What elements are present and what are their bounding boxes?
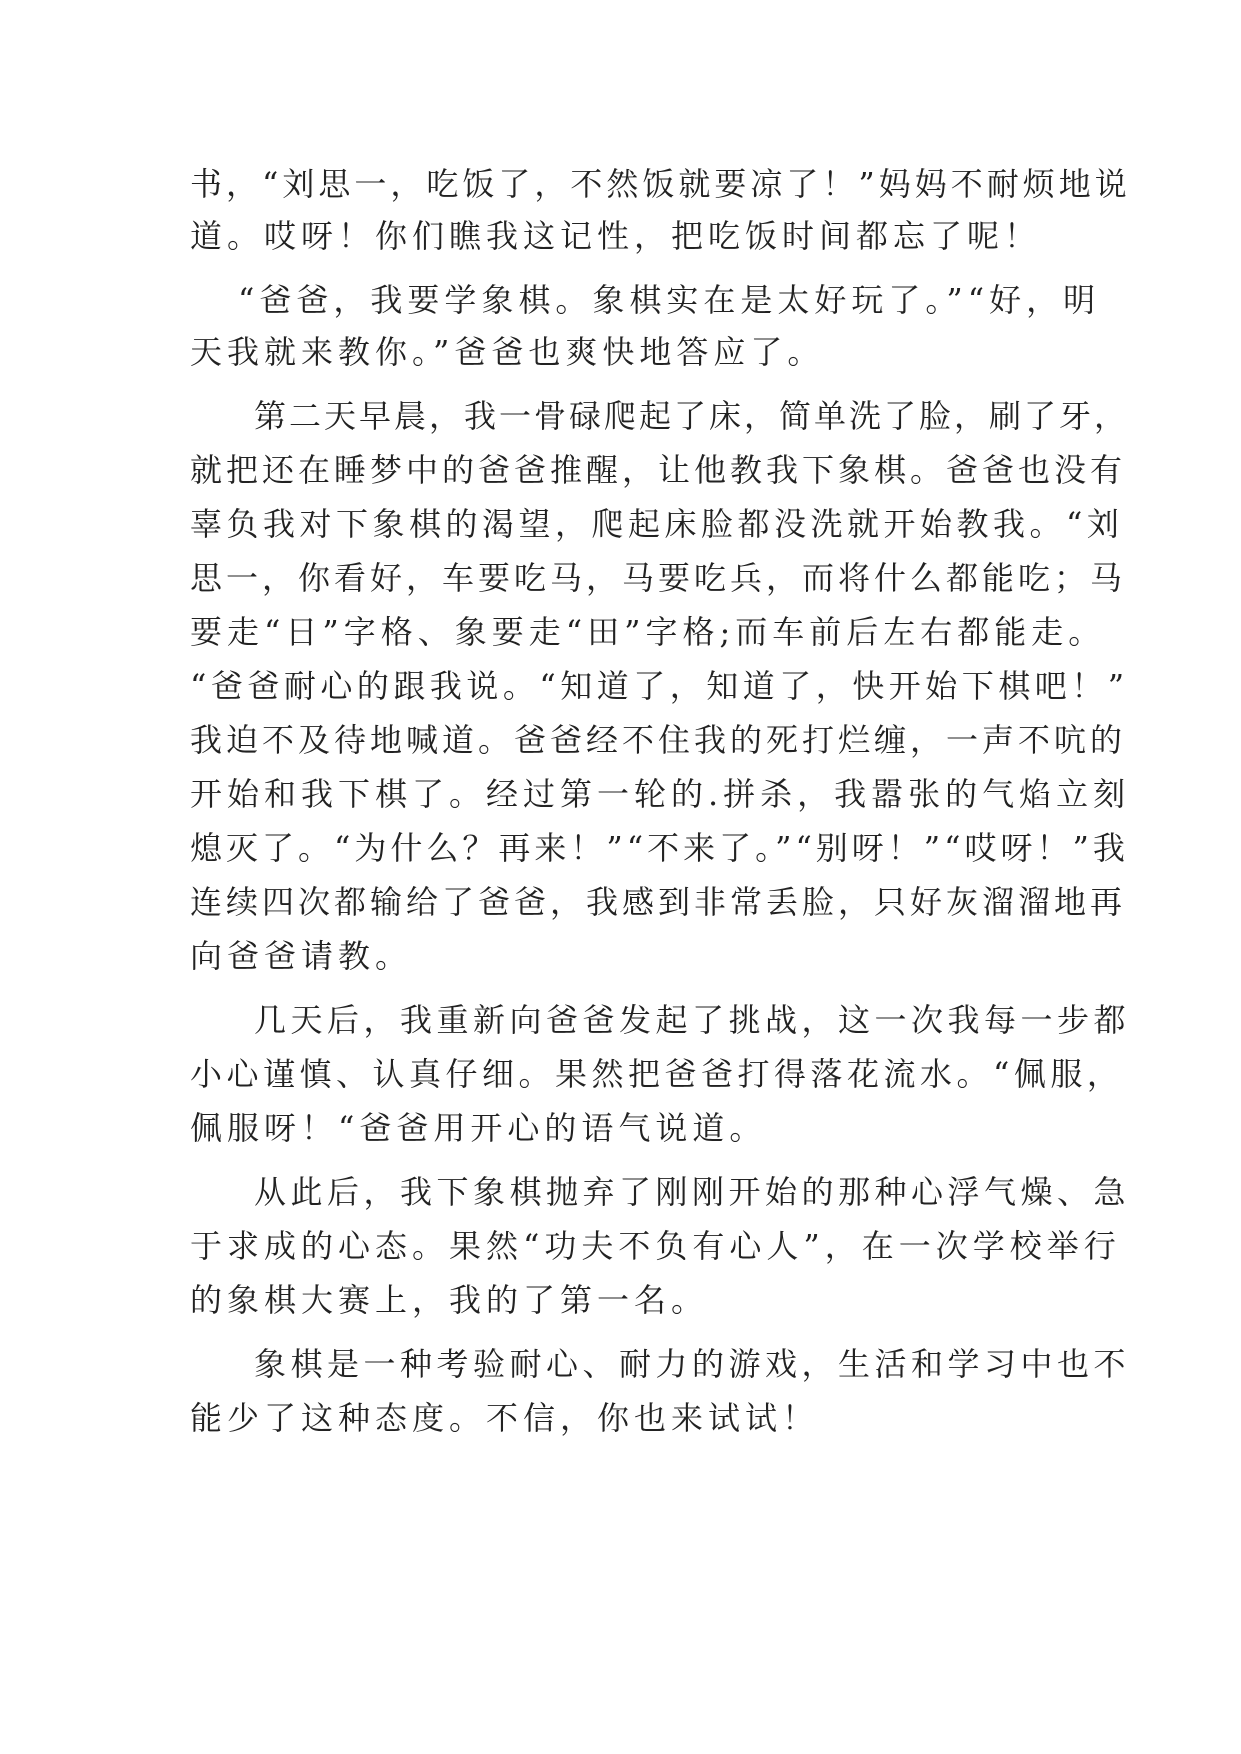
text-line: 书，“刘思一，吃饭了，不然饭就要凉了！”妈妈不耐烦地说 [190, 165, 1131, 203]
text-line: 佩服呀！“爸爸用开心的语气说道。 [190, 1109, 767, 1147]
text-line: 辜负我对下象棋的渴望，爬起床脸都没洗就开始教我。“刘 [190, 505, 1124, 543]
text-line: 就把还在睡梦中的爸爸推醒，让他教我下象棋。爸爸也没有 [190, 451, 1127, 489]
text-line: 连续四次都输给了爸爸，我感到非常丢脸，只好灰溜溜地再 [190, 883, 1127, 921]
text-line: “爸爸耐心的跟我说。“知道了，知道了，快开始下棋吧！” [190, 667, 1129, 705]
text-line: 天我就来教你。”爸爸也爽快地答应了。 [190, 333, 825, 371]
text-line: 道。哎呀！你们瞧我这记性，把吃饭时间都忘了呢！ [190, 217, 1042, 255]
text-line: 第二天早晨，我一骨碌爬起了床，简单洗了脸，刷了牙， [254, 397, 1130, 435]
text-line: 开始和我下棋了。经过第一轮的.拼杀，我嚣张的气焰立刻 [190, 775, 1131, 813]
text-line: 能少了这种态度。不信，你也来试试！ [190, 1399, 820, 1437]
text-line: 思一，你看好，车要吃马，马要吃兵，而将什么都能吃；马 [190, 559, 1127, 597]
text-line: 小心谨慎、认真仔细。果然把爸爸打得落花流水。“佩服， [190, 1055, 1124, 1093]
text-line: 几天后，我重新向爸爸发起了挑战，这一次我每一步都 [254, 1001, 1131, 1039]
text-line: 从此后，我下象棋抛弃了刚刚开始的那种心浮气燥、急 [254, 1173, 1131, 1211]
text-line: 象棋是一种考验耐心、耐力的游戏，生活和学习中也不 [254, 1345, 1131, 1383]
text-line: 于求成的心态。果然“功夫不负有心人”，在一次学校举行 [190, 1227, 1121, 1265]
text-line: 我迫不及待地喊道。爸爸经不住我的死打烂缠，一声不吭的 [190, 721, 1127, 759]
text-line: 要走“日”字格、象要走“田”字格;而车前后左右都能走。 [190, 613, 1106, 651]
text-line: “爸爸，我要学象棋。象棋实在是太好玩了。”“好，明 [238, 281, 1101, 319]
text-line: 熄灭了。“为什么？再来！”“不来了。”“别呀！”“哎呀！”我 [190, 829, 1129, 867]
text-line: 向爸爸请教。 [190, 937, 413, 975]
text-line: 的象棋大赛上，我的了第一名。 [190, 1281, 709, 1319]
